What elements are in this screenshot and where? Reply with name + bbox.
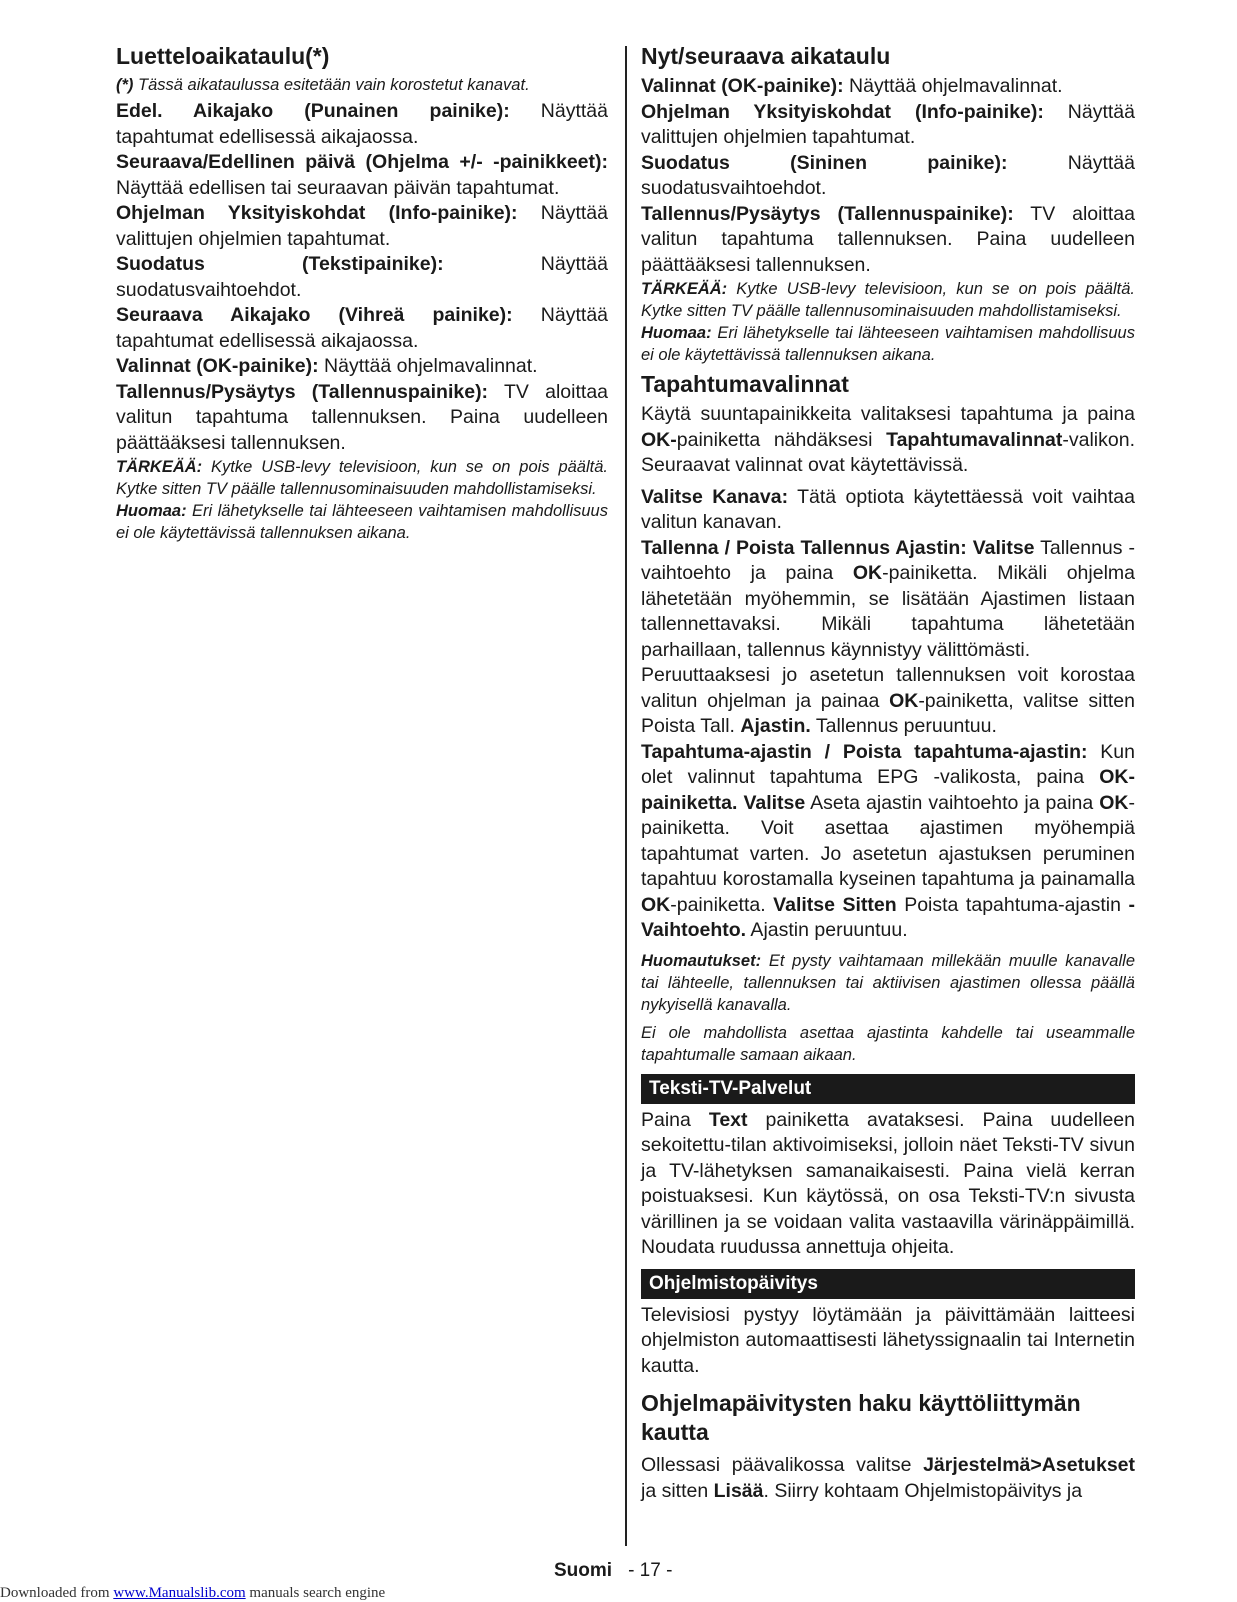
list-item: Valinnat (OK-painike): Näyttää ohjelmavalinnat. <box>116 355 538 377</box>
teletext-paragraph: Paina Text painiketta avataksesi. Paina uudelleen sekoitettu-tilan aktivoimiseksi, jolloin näet Teksti-TV sivun ja TV-lähetyksen samanaikaisesti. Paina vielä kerran poistuaksesi. Kun käytössä, on osa Teksti-TV:n sivusta värillinen ja se voidaan valita vastaavilla värinäppäimillä. Noudata ruudussa annettuja ohjeita. <box>641 1108 1135 1258</box>
search-updates-title: Ohjelmapäivitysten haku käyttöliittymän kautta <box>641 1390 1081 1445</box>
select-channel-paragraph: Valitse Kanava: Tätä optiota käytettäessä voit vaihtaa valitun kanavan. <box>641 485 1135 533</box>
list-item: Ohjelman Yksityiskohdat (Info-painike): Näyttää valittujen ohjelmien tapahtumat. <box>116 202 609 250</box>
remarks-note-2: Ei ole mahdollista asettaa ajastinta kahdelle tai useammalle tapahtumalle samaan aikaan. <box>641 1023 1135 1064</box>
list-item: Seuraava/Edellinen päivä (Ohjelma +/- -painikkeet): Näyttää edellisen tai seuraavan päivän tapahtumat. <box>116 151 608 199</box>
list-item: Edel. Aikajako (Punainen painike): Näyttää tapahtumat edellisessä aikajaossa. <box>116 100 608 148</box>
list-item: Tallennus/Pysäytys (Tallennuspainike): TV aloittaa valitun tapahtuma tallennuksen. Paina uudelleen päättääksesi tallennuksen. <box>116 380 609 454</box>
page-footer <box>554 1560 672 1582</box>
event-options-intro: Käytä suuntapainikkeita valitaksesi tapahtuma ja paina OK-painiketta nähdäksesi Tapahtumavalinnat-valikon. Seuraavat valinnat ovat käytettävissä. <box>641 403 1135 476</box>
list-item: Suodatus (Tekstipainike): Näyttää suodatusvaihtoehdot. <box>116 253 608 301</box>
notice: Huomaa: Eri lähetykselle tai lähteeseen vaihtamisen mahdollisuus ei ole käytettävissä tallennuksen aikana. <box>641 324 1135 364</box>
footer-language: Suomi <box>554 1560 613 1581</box>
important-note: TÄRKEÄÄ: Kytke USB-levy televisioon, kun se on pois päältä. Kytke sitten TV päälle tallennusominaisuuden mahdollistamiseksi. <box>116 458 608 498</box>
list-item: Suodatus (Sininen painike): Näyttää suodatusvaihtoehdot. <box>641 151 1135 199</box>
search-updates-paragraph: Ollessasi päävalikossa valitse Järjestelmä>Asetukset ja sitten Lisää. Siirry kohtaam Ohjelmistopäivitys ja <box>641 1454 1135 1502</box>
download-credit: Downloaded from www.Manualslib.com manuals search engine <box>0 1585 386 1601</box>
list-item: Ohjelman Yksityiskohdat (Info-painike): Näyttää valittujen ohjelmien tapahtumat. <box>641 100 1135 148</box>
now-next-title: Nyt/seuraava aikataulu <box>641 43 891 69</box>
event-timer-paragraph: Tapahtuma-ajastin / Poista tapahtuma-ajastin: Kun olet valinnut tapahtuma EPG -valikosta, paina OK-painiketta. Valitse Aseta ajastin vaihtoehto ja paina OK-painiketta. Voit asettaa ajastimen myöhempiä tapahtumat varten. Jo asetetun ajastuksen peruminen tapahtuu korostamalla kyseinen tapahtuma ja painamalla OK-painiketta. Valitse Sitten Poista tapahtuma-ajastin -Vaihtoehto. Ajastin peruuntuu. <box>641 740 1135 941</box>
left-column <box>116 38 608 544</box>
remarks-note: Huomautukset: Et pysty vaihtamaan millekään muulle kanavalle tai lähteelle, tallennuksen tai aktiivisen ajastimen ollessa päällä nykyisellä kanavalla. <box>641 951 1135 1014</box>
record-timer-paragraph: Tallenna / Poista Tallennus Ajastin: Valitse Tallennus -vaihtoehto ja paina OK-painiketta. Mikäli ohjelma lähetetään myöhemmin, se lisätään Ajastimen listaan tallennettavaksi. Mikäli tapahtuma lähetetään parhaillaan, tallennus käynnistyy välittömästi. <box>641 536 1135 661</box>
software-update-paragraph: Televisiosi pystyy löytämään ja päivittämään laitteesi ohjelmiston automaattisesti lähetyssignaalin tai Internetin kautta. <box>641 1303 1135 1377</box>
software-update-section-header: Ohjelmistopäivitys <box>641 1269 1135 1299</box>
event-options-title: Tapahtumavalinnat <box>641 371 849 397</box>
list-schedule-title: Luetteloaikataulu(*) <box>116 43 330 69</box>
teletext-section-header: Teksti-TV-Palvelut <box>641 1074 1135 1104</box>
list-item: Tallennus/Pysäytys (Tallennuspainike): TV aloittaa valitun tapahtuma tallennuksen. Paina uudelleen päättääksesi tallennuksen. <box>641 202 1135 276</box>
column-divider <box>625 46 627 1546</box>
notice: Huomaa: Eri lähetykselle tai lähteeseen vaihtamisen mahdollisuus ei ole käytettävissä tallennuksen aikana. <box>116 502 608 542</box>
page-number: - 17 - <box>628 1560 673 1581</box>
cancel-recording-paragraph: Peruuttaaksesi jo asetetun tallennuksen voit korostaa valitun ohjelman ja painaa OK-painiketta, valitse sitten Poista Tall. Ajastin. Tallennus peruuntuu. <box>641 664 1135 737</box>
schedule-note: (*) Tässä aikataulussa esitetään vain korostetut kanavat. <box>116 76 530 94</box>
list-item: Seuraava Aikajako (Vihreä painike): Näyttää tapahtumat edellisessä aikajaossa. <box>116 304 609 352</box>
manualslib-link[interactable]: www.Manualslib.com <box>113 1585 246 1601</box>
important-note: TÄRKEÄÄ: Kytke USB-levy televisioon, kun se on pois päältä. Kytke sitten TV päälle tallennusominaisuuden mahdollistamiseksi. <box>641 280 1135 320</box>
list-item: Valinnat (OK-painike): Näyttää ohjelmavalinnat. <box>641 75 1063 97</box>
right-column <box>641 38 1135 1504</box>
